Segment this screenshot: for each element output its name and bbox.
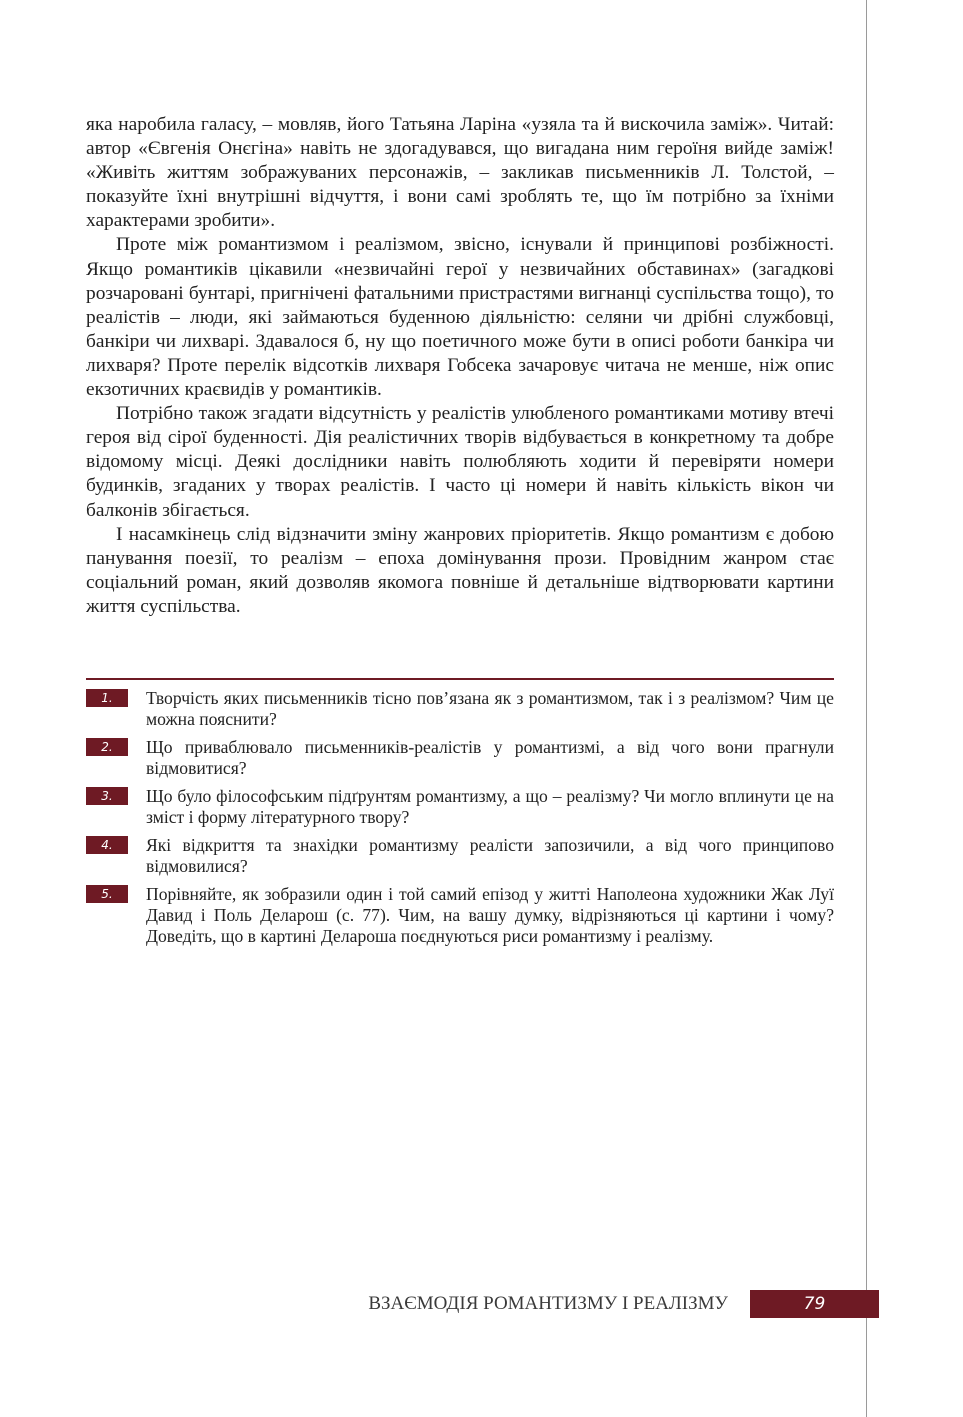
paragraph: Потрібно також згадати відсутність у реалістів улюбленого романтиками мотиву втечі героя від сірої буденності. Дія реалістичних творів відбувається в конкретному та добре відомому місці. Деякі дослідники навіть полюбляють ходити й перевіряти номери будинків, згаданих у творах реалістів. І часто ці номери й навіть кількість вікон чи балконів збігається. [86,403,834,521]
page-edge-line [866,0,867,1417]
question-number-badge: 2. [86,738,128,756]
paragraph: І насамкінець слід відзначити зміну жанрових пріоритетів. Якщо романтизм є добою панування поезії, то реалізм – епоха домінування прози. Провідним жанром стає соціальний роман, який дозволяв якомога повніше й детальніше відтворювати картини життя суспільства. [86,523,834,617]
page-number: 79 [750,1290,879,1318]
question-item [86,688,834,730]
question-item [86,835,834,877]
question-text: Які відкриття та знахідки романтизму реалісти запозичили, а від чого принципово відмовилися? [146,835,834,876]
question-number-badge: 3. [86,787,128,805]
question-text: Що було філософським підґрунтям романтизму, а що – реалізму? Чи могло вплинути це на зміст і форму літературного твору? [146,786,834,827]
question-item [86,884,834,947]
question-item [86,786,834,828]
question-text: Творчість яких письменників тісно пов’язана як з романтизмом, так і з реалізмом? Чим це можна пояснити? [146,688,834,729]
question-item [86,737,834,779]
paragraph: яка наробила галасу, – мовляв, його Татьяна Ларіна «узяла та й вискочила заміж». Читай: автор «Євгенія Онєгіна» навіть не здогадувався, що вигадана ним героїня вийде заміж! «Живіть життям зображуваних персонажів, – закликав письменників Л. Толстой, – показуйте їхні внутрішні відчуття, і вони самі зроблять те, що їм потрібно за їхніми характерами зробити». [86,114,834,232]
questions-divider [86,678,834,680]
question-number-badge: 5. [86,885,128,903]
running-footer-title: ВЗАЄМОДІЯ РОМАНТИЗМУ І РЕАЛІЗМУ [368,1293,728,1314]
question-number-badge: 4. [86,836,128,854]
body-text [86,113,834,619]
question-text: Що приваблювало письменників-реалістів у романтизмі, а від чого вони прагнули відмовитися? [146,737,834,778]
questions-list [86,688,834,954]
question-text: Порівняйте, як зобразили один і той самий епізод у житті Наполеона художники Жак Луї Давид і Поль Деларош (с. 77). Чим, на вашу думку, відрізняються ці картини і чому? Доведіть, що в картині Делароша поєднуються риси романтизму і реалізму. [146,884,834,946]
question-number-badge: 1. [86,689,128,707]
paragraph: Проте між романтизмом і реалізмом, звісно, існували й принципові розбіжності. Якщо романтиків цікавили «незвичайні герої у незвичайних обставинах» (загадкові розчаровані бунтарі, пригнічені фатальними пристрастями вигнанці суспільства тощо), то реалістів – люди, які займаються буденною діяльністю: селяни чи дрібні службовці, банкіри чи лихварі. Здавалося б, ну що поетичного може бути в описі роботи банкіра чи лихваря? Проте перелік відсотків лихваря Гобсека зачаровує читача не менше, ніж опис екзотичних краєвидів у романтиків. [86,234,834,401]
